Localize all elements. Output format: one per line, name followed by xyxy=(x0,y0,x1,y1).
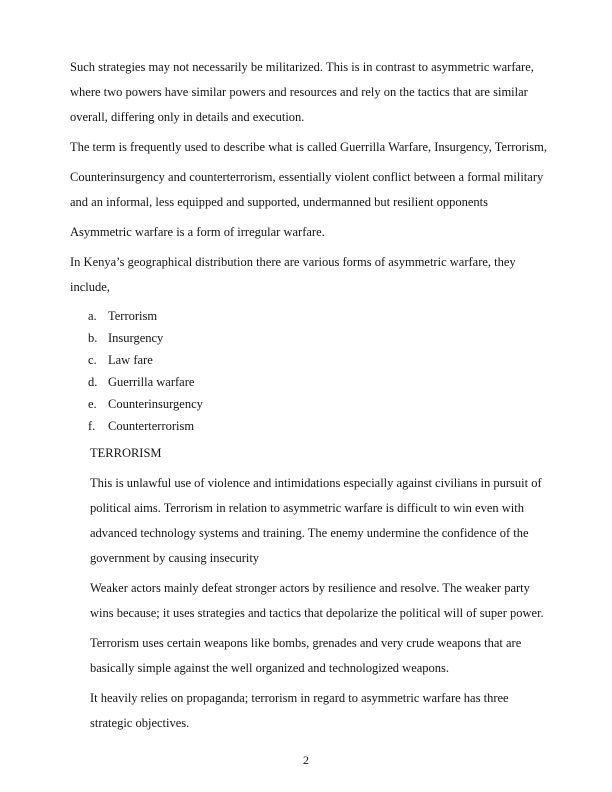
list-marker: e. xyxy=(88,397,97,411)
list-marker: b. xyxy=(88,331,98,345)
section-heading-terrorism: TERRORISM xyxy=(90,446,162,460)
list-marker: c. xyxy=(88,353,97,367)
list-item-counterterrorism xyxy=(88,415,547,437)
paragraph-kenya-forms: In Kenya’s geographical distribution there are various forms of asymmetric warfare, they include, xyxy=(70,255,516,294)
paragraph-term-usage: The term is frequently used to describe what is called Guerrilla Warfare, Insurgency, Terrorism, xyxy=(70,140,548,154)
list-item-terrorism xyxy=(88,305,547,327)
list-item-insurgency xyxy=(88,327,547,349)
terrorism-section xyxy=(90,441,547,736)
list-marker: d. xyxy=(88,375,98,389)
paragraph-terrorism-definition: This is unlawful use of violence and intimidations especially against civilians in pursuit of political aims. Terrorism in relation to asymmetric warfare is difficult to win even with advanced technology systems and training. The enemy undermine the confidence of the government by causing insecurity xyxy=(90,476,542,565)
list-item-law-fare xyxy=(88,349,547,371)
list-item-label: Counterterrorism xyxy=(108,419,195,433)
list-item-label: Counterinsurgency xyxy=(108,397,203,411)
paragraph-terrorism-weapons: Terrorism uses certain weapons like bombs, grenades and very crude weapons that are basically simple against the well organized and technologized weapons. xyxy=(90,636,522,675)
paragraph-propaganda-objectives: It heavily relies on propaganda; terrorism in regard to asymmetric warfare has three strategic objectives. xyxy=(90,691,509,730)
paragraph-counterinsurgency-conflict: Counterinsurgency and counterterrorism, essentially violent conflict between a formal military and an informal, less equipped and supported, undermanned but resilient opponents xyxy=(70,170,544,209)
paragraph-militarized-contrast: Such strategies may not necessarily be militarized. This is in contrast to asymmetric warfare, where two powers have similar powers and resources and rely on the tactics that are similar overall, differing only in details and execution. xyxy=(70,60,534,124)
document-body xyxy=(70,55,547,741)
paragraph-weaker-actors: Weaker actors mainly defeat stronger actors by resilience and resolve. The weaker party wins because; it uses strategies and tactics that depolarize the political will of super power. xyxy=(90,581,544,620)
list-item-label: Insurgency xyxy=(108,331,164,345)
list-marker: f. xyxy=(88,419,96,433)
page-number: 2 xyxy=(303,753,309,767)
list-item-guerrilla-warfare xyxy=(88,371,547,393)
warfare-forms-list xyxy=(70,305,547,437)
list-item-label: Terrorism xyxy=(108,309,158,323)
list-marker: a. xyxy=(88,309,97,323)
list-item-label: Law fare xyxy=(108,353,153,367)
list-item-label: Guerrilla warfare xyxy=(108,375,195,389)
paragraph-irregular-warfare: Asymmetric warfare is a form of irregular warfare. xyxy=(70,225,325,239)
list-item-counterinsurgency xyxy=(88,393,547,415)
